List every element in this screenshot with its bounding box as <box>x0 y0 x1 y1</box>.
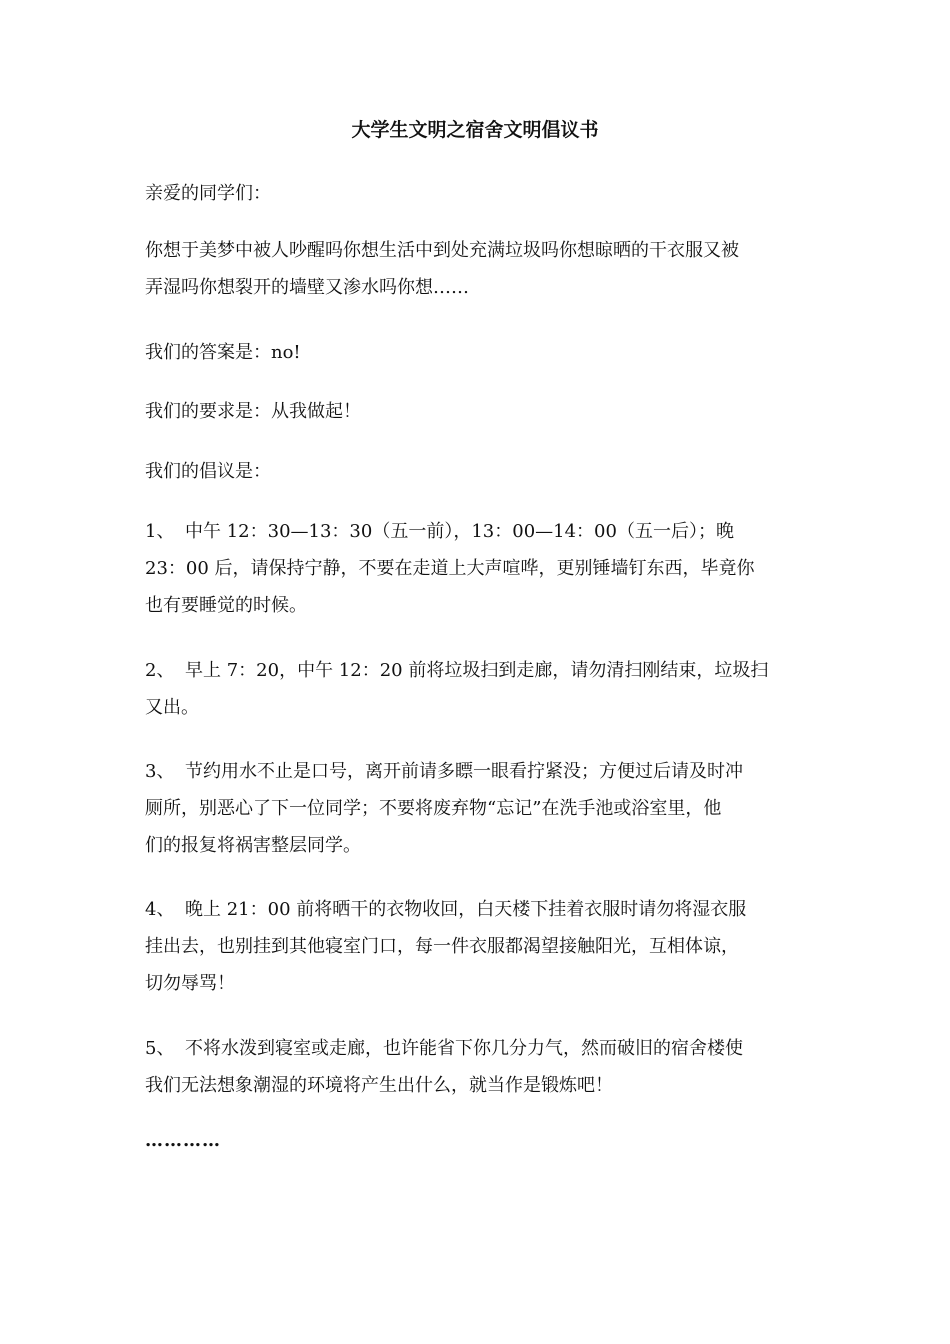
item-line: 晚上 21：00 前将晒干的衣物收回，白天楼下挂着衣服时请勿将湿衣服 <box>185 899 747 920</box>
item-line: 早上 7：20，中午 12：20 前将垃圾扫到走廊，请勿清扫刚结束，垃圾扫 <box>185 660 769 681</box>
document-title: 大学生文明之宿舍文明倡议书 <box>351 119 599 141</box>
ending-ellipsis: ………… <box>145 1130 221 1151</box>
requirement-text: 我们的要求是：从我做起！ <box>145 401 361 422</box>
proposal-heading <box>145 453 810 490</box>
item-number: 4、 <box>145 899 175 920</box>
proposal-item-5 <box>145 1030 810 1104</box>
item-line: 切勿辱骂！ <box>145 973 235 994</box>
answer-text: 我们的答案是：no! <box>145 342 301 363</box>
greeting-text: 亲爱的同学们： <box>145 183 271 204</box>
intro-line: 弄湿吗你想裂开的墙壁又渗水吗你想…… <box>145 277 469 298</box>
item-line: 挂出去，也别挂到其他寝室门口，每一件衣服都渴望接触阳光，互相体谅， <box>145 936 739 957</box>
greeting <box>145 175 810 212</box>
proposal-heading-text: 我们的倡议是： <box>145 461 271 482</box>
item-line: 们的报复将祸害整层同学。 <box>145 835 361 856</box>
item-line: 23：00 后，请保持宁静，不要在走道上大声喧哗，更别锤墙钉东西，毕竟你 <box>145 558 755 579</box>
item-line: 中午 12：30—13：30（五一前），13：00—14：00（五一后）；晚 <box>185 521 734 542</box>
item-line: 也有要睡觉的时候。 <box>145 595 307 616</box>
item-number: 2、 <box>145 660 175 681</box>
item-line: 节约用水不止是口号，离开前请多瞟一眼看拧紧没；方便过后请及时冲 <box>185 761 743 782</box>
item-line: 又出。 <box>145 697 199 718</box>
item-number: 1、 <box>145 521 175 542</box>
requirement-paragraph <box>145 393 810 430</box>
proposal-item-4 <box>145 891 810 1002</box>
answer-paragraph <box>145 334 810 371</box>
item-number: 3、 <box>145 761 175 782</box>
item-line: 不将水泼到寝室或走廊，也许能省下你几分力气，然而破旧的宿舍楼使 <box>185 1038 743 1059</box>
proposal-item-1 <box>145 513 810 624</box>
intro-line: 你想于美梦中被人吵醒吗你想生活中到处充满垃圾吗你想晾晒的干衣服又被 <box>145 240 739 261</box>
item-line: 厕所，别恶心了下一位同学；不要将废弃物“忘记”在洗手池或浴室里，他 <box>145 798 722 819</box>
proposal-item-2 <box>145 652 810 726</box>
proposal-item-3 <box>145 753 810 864</box>
item-number: 5、 <box>145 1038 175 1059</box>
item-line: 我们无法想象潮湿的环境将产生出什么，就当作是锻炼吧！ <box>145 1075 613 1096</box>
intro-paragraph <box>145 232 810 306</box>
